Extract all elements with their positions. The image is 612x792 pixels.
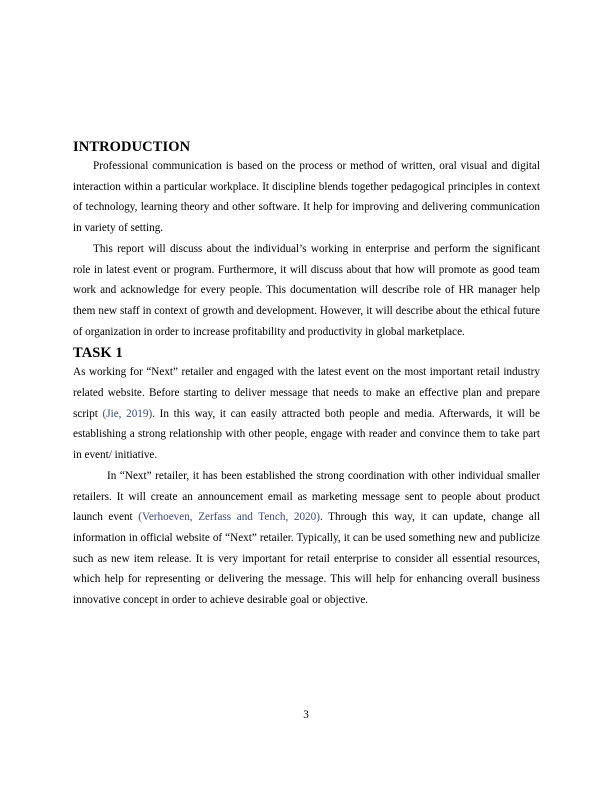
task1-paragraph-1 [73, 362, 540, 466]
task1-paragraph-2-text-b: . Through this way, it can update, change all information in official website of “Next” retailer. Typically, it can be used something new and publicize such as new item release. It is very important for retail enterprise to consider all essential resources, which help for representing or delivering the message. This will help for enhancing overall business innovative concept in order to achieve desirable goal or objective. [73, 511, 540, 607]
introduction-section [73, 138, 540, 342]
introduction-paragraph-1: Professional communication is based on the process or method of written, oral visual and digital interaction within a particular workplace. It discipline blends together pedagogical principles in context of technology, learning theory and other software. It help for improving and delivering communication in variety of setting. [73, 160, 540, 235]
task1-section [73, 344, 540, 610]
task1-heading: TASK 1 [73, 345, 123, 362]
task1-paragraph-1-text-b: . In this way, it can easily attracted both people and media. Afterwards, it will be establishing a strong relationship with other people, engage with reader and convince them to take part in event/ initiative. [73, 407, 540, 462]
introduction-heading: INTRODUCTION [73, 139, 191, 155]
page-number: 3 [303, 709, 309, 721]
citation-jie-2019: (Jie, 2019) [102, 407, 153, 420]
task1-paragraph-2 [73, 466, 540, 611]
page-content [73, 138, 540, 611]
task1-paragraph-1-text-a: As working for “Next” retailer and engaged with the latest event on the most important retail industry related website. Before starting to deliver message that needs to make an effective plan and prepare script [73, 366, 540, 420]
task1-paragraph-2-text-a: In “Next” retailer, it has been established the strong coordination with other individual smaller retailers. It will create an announcement email as marketing message sent to people about product launch event [73, 469, 540, 524]
citation-verhoeven-2020: (Verhoeven, Zerfass and Tench, 2020) [138, 511, 320, 524]
introduction-paragraph-2: This report will discuss about the individual’s working in enterprise and perform the significant role in latest event or program. Furthermore, it will discuss about that how will promote as good team work and acknowledge for every people. This documentation will describe role of HR manager help them new staff in context of growth and development. However, it will describe about the ethical future of organization in order to increase profitability and productivity in global marketplace. [73, 242, 540, 338]
